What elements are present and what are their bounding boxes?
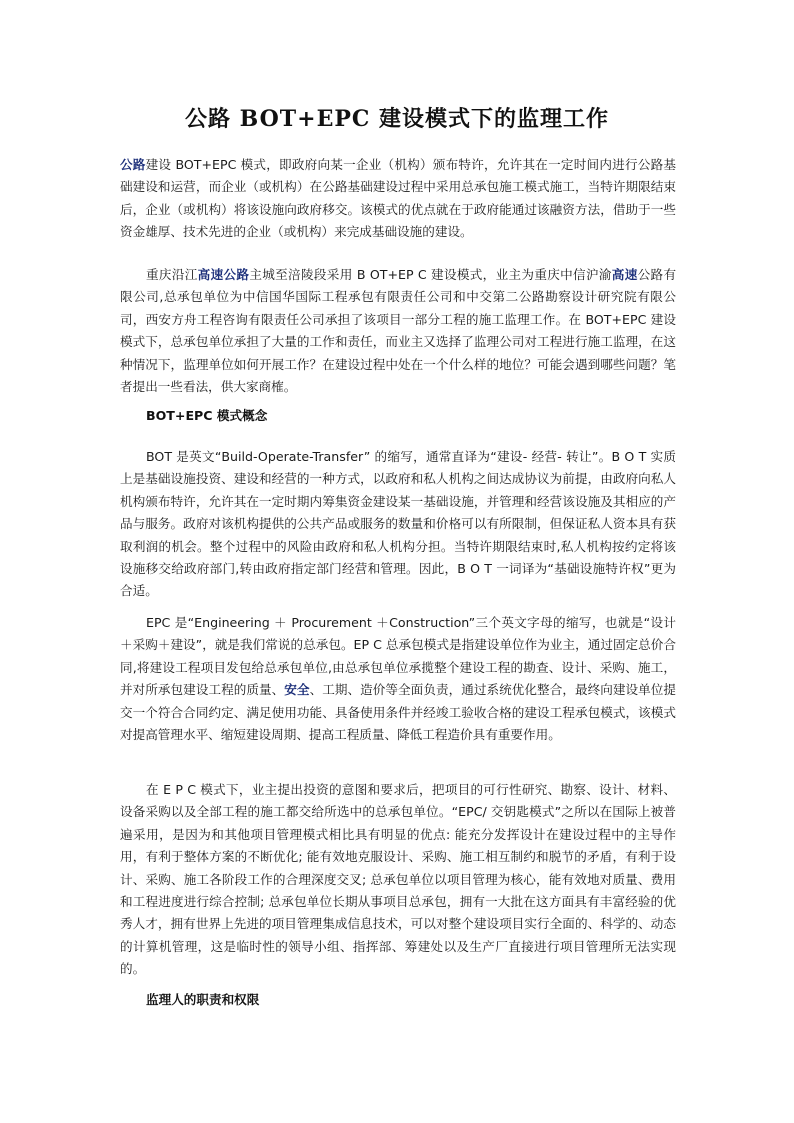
section-heading-supervisor: 监理人的职责和权限 — [146, 992, 260, 1007]
paragraph-text: 主城至涪陵段采用 B OT+EP C 建设模式，业主为重庆中信沪渝 — [249, 267, 612, 282]
paragraph-intro — [120, 154, 676, 244]
paragraph-text: EPC 是“Engineering ＋ Procurement ＋Construction”三个英文字母的缩写，也就是“设计＋采购＋建设”，就是我们常说的总承包。EP C 总承包模式是指建设单位作为业主，通过固定总价合同,将建设工程项目发包给总承包单位,由总承包单位承揽整个建设工程的勘查、设计、采购、施工，并对所承包建设工程的质量、 — [120, 615, 676, 698]
keyword-link[interactable]: 高速 — [611, 267, 638, 282]
paragraph-text: 公路有限公司,总承包单位为中信国华国际工程承包有限责任公司和中交第二公路勘察设计研究院有限公司，西安方舟工程咨询有限责任公司承担了该项目一部分工程的施工监理工作。在 BOT+EPC 建设模式下，总承包单位承担了大量的工作和责任，而业主又选择了监理公司对工程进行施工监理，在这种情况下，监理单位如何开展工作？在建设过程中处在一个什么样的地位？可能会遇到哪些问题？笔者提出一些看法，供大家商榷。 — [120, 267, 677, 395]
paragraph-text: 在 E P C 模式下，业主提出投资的意图和要求后，把项目的可行性研究、勘察、设计、材料、设备采购以及全部工程的施工都交给所选中的总承包单位。“EPC/ 交钥匙模式”之所以在国际上被普遍采用，是因为和其他项目管理模式相比具有明显的优点: 能充分发挥设计在建设过程中的主导作用，有利于整体方案的不断优化; 能有效地克服设计、采购、施工相互制约和脱节的矛盾，有利于设计、采购、施工各阶段工作的合理深度交叉; 总承包单位以项目管理为核心，能有效地对质量、费用和工程进度进行综合控制; 总承包单位长期从事项目总承包，拥有一大批在这方面具有丰富经验的优秀人才，拥有世界上先进的项目管理集成信息技术，可以对整个建设项目实行全面的、科学的、动态的计算机管理，这是临时性的领导小组、指挥部、筹建处以及生产厂直接进行项目管理所无法实现的。 — [120, 782, 676, 977]
paragraph-epc-mode — [120, 779, 676, 981]
keyword-link[interactable]: 公路 — [120, 157, 146, 172]
paragraph-text: BOT 是英文“Build-Operate-Transfer” 的缩写，通常直译为“建设- 经营- 转让”。B O T 实质上是基础设施投资、建设和经营的一种方式，以政府和私人机构之间达成协议为前提，由政府向私人机构颁布特许，允许其在一定时期内筹集资金建设某一基础设施，并管理和经营该设施及其相应的产品与服务。政府对该机构提供的公共产品或服务的数量和价格可以有所限制，但保证私人资本具有获取利润的机会。整个过程中的风险由政府和私人机构分担。当特许期限结束时,私人机构按约定将该设施移交给政府部门,转由政府指定部门经营和管理。因此，B O T 一词译为“基础设施特许权”更为合适。 — [120, 449, 676, 599]
paragraph-text: 重庆沿江 — [146, 267, 198, 282]
keyword-link[interactable]: 高速公路 — [197, 267, 250, 282]
paragraph-project — [120, 264, 676, 398]
document-title: 公路 BOT+EPC 建设模式下的监理工作 — [184, 106, 610, 132]
section-heading-bot-epc: BOT+EPC 模式概念 — [146, 408, 268, 423]
paragraph-epc — [120, 612, 676, 746]
paragraph-text: 、工期、造价等全面负责，通过系统优化整合，最终向建设单位提交一个符合合同约定、满足使用功能、具备使用条件并经竣工验收合格的建设工程承包模式，该模式对提高管理水平、缩短建设周期、提高工程质量、降低工程造价具有重要作用。 — [120, 682, 677, 743]
paragraph-bot — [120, 446, 676, 603]
keyword-link[interactable]: 安全 — [284, 682, 310, 698]
paragraph-text: 建设 BOT+EPC 模式，即政府向某一企业（机构）颁布特许，允许其在一定时间内进行公路基础建设和运营，而企业（或机构）在公路基础建设过程中采用总承包施工模式施工，当特许期限结束后，企业（或机构）将该设施向政府移交。该模式的优点就在于政府能通过该融资方法，借助于一些资金雄厚、技术先进的企业（或机构）来完成基础设施的建设。 — [120, 157, 676, 240]
